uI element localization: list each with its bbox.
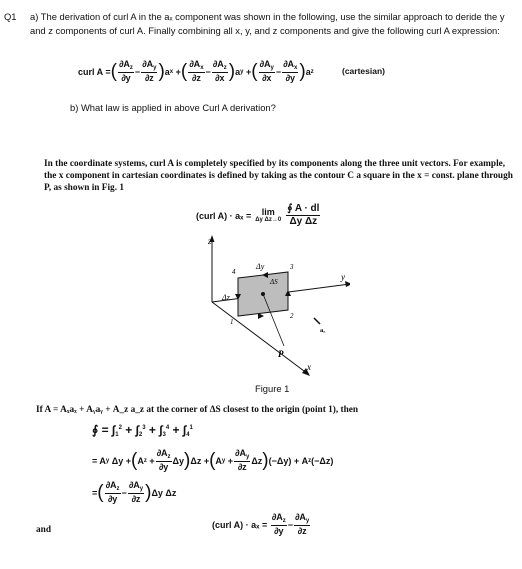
arrow-1-2	[258, 313, 264, 319]
coordinate-figure	[190, 232, 350, 382]
y-label: y	[341, 272, 345, 282]
dy-label: Δy	[256, 262, 265, 271]
ds-label: ΔS	[270, 278, 278, 286]
final-curl-x: (curl A) · aₓ = $\frac{\partial A_z}{\partial y}$ − $\frac{\partial A_y}{\partial z}$	[212, 512, 310, 536]
limit-denominator: Δy Δz	[289, 216, 318, 227]
corner-4-label: 4	[232, 268, 236, 276]
z-label: z	[208, 236, 212, 246]
limit-subscript: Δy Δz→0	[255, 217, 282, 223]
ax-label: aₓ	[320, 327, 326, 334]
p-label: P	[278, 349, 284, 359]
if-line: If A = Aₓaₓ + Aᵧaᵧ + A_z a_z at the corner of ΔS closest to the origin (point 1), then	[36, 405, 359, 415]
limit-numerator: ∮ A · dl	[287, 203, 320, 214]
x-label: x	[307, 362, 311, 372]
curl-expression: curl A = ( $\frac{\partial A_z}{\partial y}$ − $\frac{\partial A_y}{\partial z}$ ) a x + ( $\frac{\partial A_x}{\partial z}$ − $\frac{\partial A_z}{\partial x}$ ) a y + ( $\frac{\partial A_y}{\partial x}$ − $\frac{\partial A_x}{\partial y}$ ) a z	[78, 59, 314, 83]
ax-vector	[314, 318, 320, 324]
integral-result: = ( $\frac{\partial A_z}{\partial y}$ − $\frac{\partial A_y}{\partial z}$ ) Δy Δz	[92, 480, 177, 504]
integral-expansion: = A y Δy + ( A z + $\frac{\partial A_z}{\partial y}$ Δy ) Δz + ( A y + $\frac{\partial A_y}{\partial z}$ Δz ) (−Δy) + A z (−Δz)	[92, 448, 334, 472]
final-lhs: (curl A) · aₓ =	[212, 519, 268, 530]
limit-lhs: (curl A) · aₓ =	[196, 210, 252, 221]
corner-2-label: 2	[290, 312, 294, 320]
curl-label: curl A =	[78, 66, 111, 77]
integral-split: ∮ = $\int_1^2 + \int_2^3 + \int_3^4 + \int_4^1$	[92, 423, 193, 438]
intro-paragraph: In the coordinate systems, curl A is completely specified by its components along the three unit vectors. For example, the x component in cartesian coordinates is defined by taking as the contour C a square in the x = const. plane through P, as shown in Fig. 1	[44, 159, 513, 193]
figure-caption: Figure 1	[255, 383, 290, 394]
corner-3-label: 3	[290, 263, 294, 271]
question-part-b: b) What law is applied in above Curl A derivation?	[70, 102, 276, 113]
question-part-a: a) The derivation of curl A in the aₓ component was shown in the following, use the similar approach to deride the y and z components of curl A. Finally combining all x, y, and z components and give the following curl A expression:	[30, 11, 505, 36]
limit-definition	[196, 204, 321, 227]
corner-1-label: 1	[230, 318, 234, 326]
question-number: Q1	[4, 11, 17, 22]
curl-note: (cartesian)	[342, 66, 385, 76]
and-label: and	[36, 525, 51, 535]
dz-label: Δz	[222, 293, 230, 302]
y-axis-arrow	[345, 281, 350, 287]
limit-operator: lim	[261, 207, 275, 217]
